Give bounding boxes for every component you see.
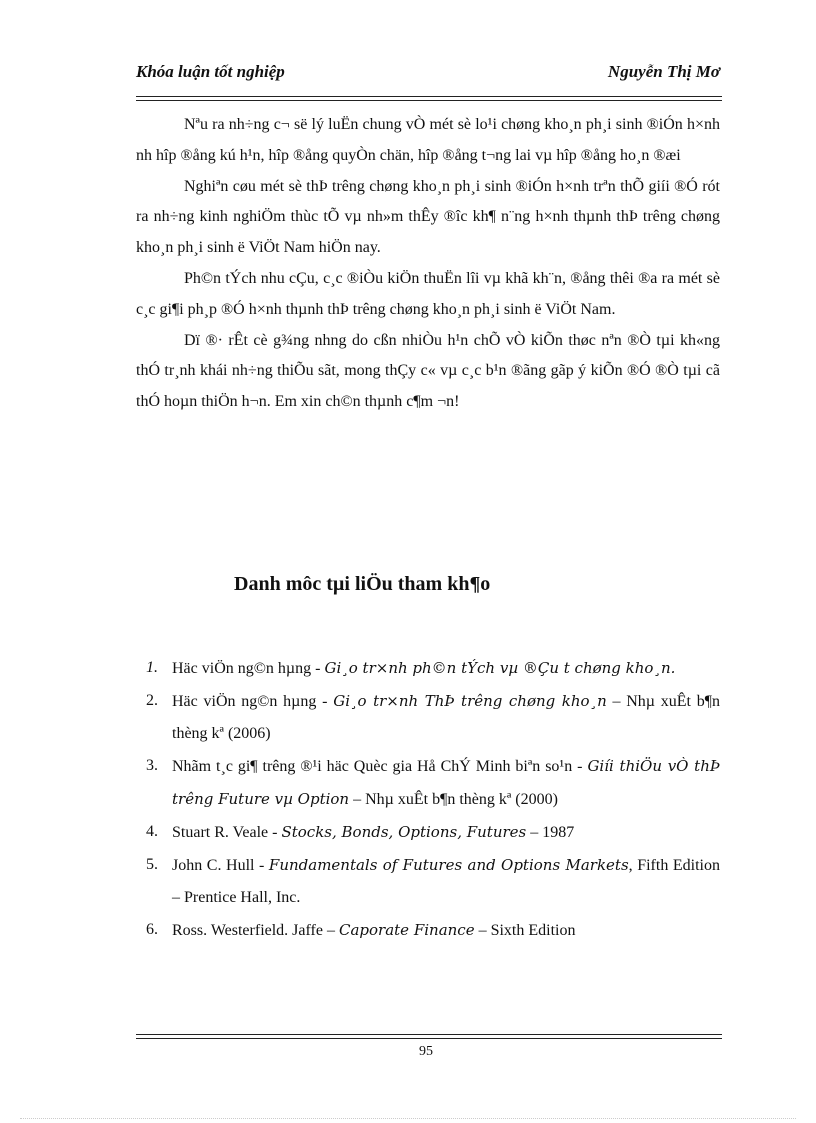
reference-author: Stuart R. Veale - — [172, 824, 278, 841]
references-title: Danh môc tµi liÖu tham kh¶o — [234, 573, 491, 595]
header-author-name: Nguyễn Thị Mơ — [607, 62, 720, 81]
reference-number: 6. — [146, 921, 158, 938]
reference-rest: – Nhµ xuÊt b¶n thèng kª (2000) — [349, 791, 558, 808]
reference-number: 3. — [146, 757, 158, 774]
reference-title: Gi¸o tr×nh ph©n tÝch vµ ®Çu t chøng kho¸n. — [324, 659, 676, 677]
header-thesis-title: Khóa luận tốt nghiệp — [136, 62, 285, 81]
reference-number: 5. — [146, 856, 158, 873]
reference-title: Caporate Finance — [338, 921, 475, 939]
paragraph: Ph©n tÝch nhu cÇu, c¸c ®iÒu kiÖn thuËn lîi vµ khã kh¨n, ®ång thêi ®a ra mét sè c¸c gi¶i ph¸p ®Ó h×nh thµnh thÞ trêng chøng kho¸n ph¸i sinh ë ViÖt Nam. — [136, 269, 720, 318]
conclusion-body — [136, 110, 720, 418]
reference-item — [146, 914, 720, 947]
reference-rest: – Sixth Edition — [474, 922, 576, 939]
reference-item — [146, 652, 720, 685]
reference-item — [146, 849, 720, 914]
reference-title: Stocks, Bonds, Options, Futures — [281, 823, 527, 841]
reference-title: Giíi thiÖu vÒ thÞ trêng Future vµ Option — [172, 757, 721, 808]
reference-author: Häc viÖn ng©n hµng - — [172, 693, 328, 710]
reference-author: Ross. Westerfield. Jaffe – — [172, 922, 335, 939]
page-edge-divider — [20, 1118, 796, 1119]
reference-rest: , Fifth Edition – Prentice Hall, Inc. — [172, 857, 720, 906]
reference-title: Gi¸o tr×nh ThÞ trêng chøng kho¸n — [333, 692, 607, 710]
paragraph: Nªu ra nh÷ng c¬ së lý luËn chung vÒ mét sè lo¹i chøng kho¸n ph¸i sinh ®iÓn h×nh nh hîp ®ång kú h¹n, hîp ®ång quyÒn chän, hîp ®ång t¬ng lai vµ hîp ®ång ho¸n ®æi — [136, 116, 720, 164]
references-list — [146, 652, 720, 947]
reference-author: Häc viÖn ng©n hµng - — [172, 660, 321, 677]
page-number: 95 — [419, 1044, 433, 1059]
header-divider — [136, 96, 722, 101]
reference-item — [146, 816, 720, 849]
reference-number: 1. — [146, 659, 158, 676]
paragraph: Nghiªn cøu mét sè thÞ trêng chøng kho¸n ph¸i sinh ®iÓn h×nh trªn thÕ giíi ®Ó rót ra nh÷ng kinh nghiÖm thùc tÕ vµ nh»m thÊy ®îc kh¶ n¨ng h×nh thµnh thÞ trêng chøng kho¸n ph¸i sinh ë ViÖt Nam hiÖn nay. — [136, 177, 720, 257]
reference-item — [146, 685, 720, 750]
reference-item — [146, 750, 720, 816]
reference-title: Fundamentals of Futures and Options Markets — [268, 856, 629, 874]
reference-number: 2. — [146, 692, 158, 709]
reference-rest: – Nhµ xuÊt b¶n thèng kª (2006) — [172, 693, 721, 742]
footer-divider — [136, 1034, 722, 1039]
reference-author: Nhãm t¸c gi¶ trêng ®¹i häc Quèc gia Hå ChÝ Minh biªn so¹n - — [172, 758, 583, 775]
reference-number: 4. — [146, 823, 158, 840]
paragraph: Dï ®· rÊt cè g¾ng nhng do cßn nhiÒu h¹n chÕ vÒ kiÕn thøc nªn ®Ò tµi kh«ng thÓ tr¸nh khái nh÷ng thiÕu sãt, mong thÇy c« vµ c¸c b¹n ®ãng gãp ý kiÕn ®Ó ®Ò tµi cã thÓ hoµn thiÖn h¬n. Em xin ch©n thµnh c¶m ¬n! — [136, 331, 720, 411]
reference-rest: – 1987 — [526, 824, 575, 841]
reference-author: John C. Hull - — [172, 857, 265, 874]
